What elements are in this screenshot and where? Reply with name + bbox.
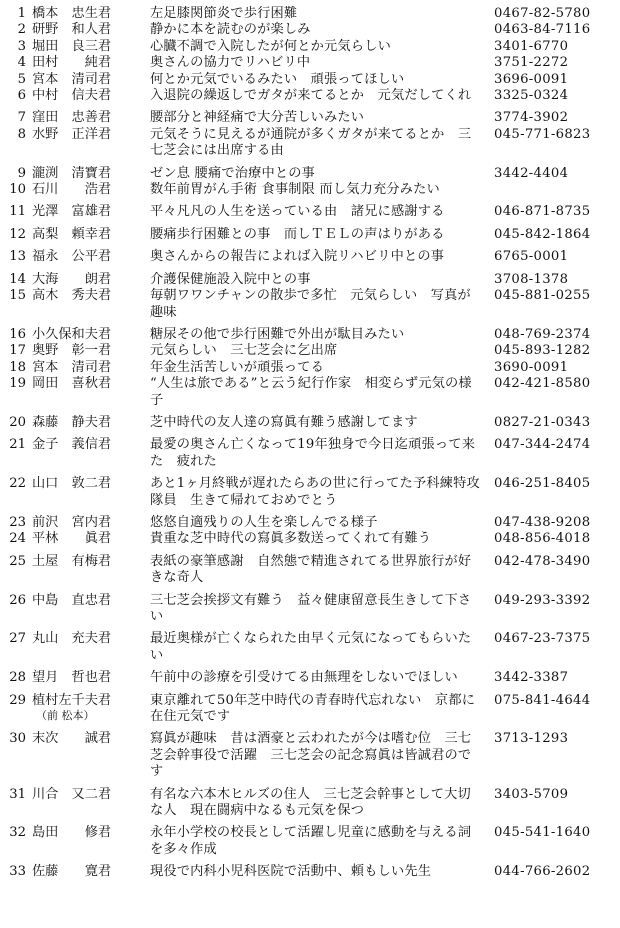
entry-message: 数年前胃がん手術 食事制限 而し気力充分みたい bbox=[150, 182, 440, 198]
list-item bbox=[0, 72, 620, 88]
entry-name-text: 末次 誠君 bbox=[32, 731, 112, 747]
entry-name-text: 山口 敦二君 bbox=[32, 476, 112, 492]
entry-name-text: 中島 直忠君 bbox=[32, 592, 112, 608]
list-item bbox=[0, 476, 620, 509]
entry-name-text: 高梨 頼幸君 bbox=[32, 226, 112, 242]
entry-number: 5 bbox=[17, 71, 26, 87]
entry-name-text: 前沢 宮内君 bbox=[32, 514, 112, 530]
entry-name bbox=[32, 693, 150, 722]
entry-name bbox=[32, 415, 150, 431]
entry-number: 11 bbox=[9, 204, 26, 220]
list-item bbox=[0, 731, 620, 780]
list-item bbox=[0, 437, 620, 470]
entry-name-text: 平林 眞君 bbox=[32, 531, 112, 547]
entry-name bbox=[32, 166, 150, 182]
list-item bbox=[0, 825, 620, 858]
entry-message: 何とか元気でいるみたい 頑張ってほしい bbox=[150, 71, 405, 87]
entry-name-text: 福永 公平君 bbox=[32, 249, 112, 265]
entry-name-text: 水野 正洋君 bbox=[32, 126, 112, 142]
entry-phone: 0467-23-7375 bbox=[494, 631, 591, 647]
entry-phone: 048-769-2374 bbox=[494, 326, 591, 342]
entry-message: 午前中の診療を引受けてる由無理をしないでほしい bbox=[150, 670, 458, 686]
entry-message: 奥さんからの報告によれば入院リハビリ中との事 bbox=[150, 249, 445, 265]
entry-name-text: 森藤 静夫君 bbox=[32, 414, 112, 430]
entry-name-text: 土屋 有梅君 bbox=[32, 553, 112, 569]
entry-number: 14 bbox=[9, 271, 26, 287]
entry-number: 22 bbox=[9, 476, 26, 492]
entry-name-text: 小久保和夫君 bbox=[32, 326, 112, 342]
entry-number: 24 bbox=[9, 531, 26, 547]
list-item bbox=[0, 864, 620, 880]
entry-number: 21 bbox=[9, 437, 26, 453]
entry-name bbox=[32, 272, 150, 288]
entry-name-text: 望月 哲也君 bbox=[32, 670, 112, 686]
entry-number: 1 bbox=[17, 6, 26, 21]
entry-message: 最愛の奥さん亡くなって19年独身で今日迄頑張って来た 疲れた bbox=[150, 437, 476, 469]
entry-message: 平々凡凡の人生を送っている由 諸兄に感謝する bbox=[150, 204, 445, 220]
list-item bbox=[0, 110, 620, 126]
entry-name-text: 宮本 清司君 bbox=[32, 71, 112, 87]
list-item bbox=[0, 288, 620, 321]
list-item bbox=[0, 88, 620, 104]
list-item bbox=[0, 515, 620, 531]
entry-phone: 042-421-8580 bbox=[494, 376, 591, 392]
list-item bbox=[0, 39, 620, 55]
entry-message: 左足膝関節炎で歩行困難 bbox=[150, 6, 298, 21]
entry-phone: 3325-0324 bbox=[494, 88, 569, 104]
entry-phone: 0463-84-7116 bbox=[494, 22, 591, 38]
entry-message: 年金生活苦しいが頑張ってる bbox=[150, 359, 325, 375]
entry-phone: 047-344-2474 bbox=[494, 437, 591, 453]
entry-number: 19 bbox=[9, 376, 26, 392]
entry-number: 9 bbox=[17, 165, 26, 181]
entry-phone: 042-478-3490 bbox=[494, 553, 591, 569]
entry-message: 静かに本を読むのが楽しみ bbox=[150, 22, 311, 38]
entry-message: 心臓不調で入院したが何とか元気らしい bbox=[150, 38, 391, 54]
list-item bbox=[0, 249, 620, 265]
entry-name-text: 宮本 清司君 bbox=[32, 359, 112, 375]
entry-name-text: 石川 浩君 bbox=[32, 182, 112, 198]
entry-number: 16 bbox=[9, 326, 26, 342]
entry-name bbox=[32, 864, 150, 880]
entry-name-text: 佐藤 寛君 bbox=[32, 864, 112, 880]
entry-number: 28 bbox=[9, 670, 26, 686]
entry-name bbox=[32, 39, 150, 55]
entry-name bbox=[32, 6, 150, 22]
entry-phone: 6765-0001 bbox=[494, 249, 569, 265]
entry-name bbox=[32, 437, 150, 453]
list-item bbox=[0, 227, 620, 243]
entry-name-text: 金子 義信君 bbox=[32, 437, 112, 453]
list-item bbox=[0, 6, 620, 22]
entry-name bbox=[32, 72, 150, 88]
entry-name bbox=[32, 327, 150, 343]
list-item bbox=[0, 693, 620, 726]
entry-message: 糖尿その他で歩行困難で外出が駄目みたい bbox=[150, 326, 405, 342]
entry-phone: 048-856-4018 bbox=[494, 531, 591, 547]
entry-name bbox=[32, 127, 150, 143]
entry-message: 寫眞が趣味 昔は酒豪と云われたが今は嗜む位 三七芝会幹事役で活躍 三七芝会の記念寫眞は皆誠君のです bbox=[150, 731, 472, 780]
entry-name bbox=[32, 88, 150, 104]
entry-message: 元気らしい 三七芝会に乞出席 bbox=[150, 343, 338, 359]
entry-number: 6 bbox=[17, 88, 26, 104]
list-item bbox=[0, 343, 620, 359]
entry-name-text: 窪田 忠善君 bbox=[32, 110, 112, 126]
entry-number: 13 bbox=[9, 249, 26, 265]
list-item bbox=[0, 360, 620, 376]
list-item bbox=[0, 22, 620, 38]
entry-message: 奥さんの協力でリハビリ中 bbox=[150, 55, 311, 71]
entry-number: 17 bbox=[9, 343, 26, 359]
entry-message: 腰痛歩行困難との事 而しＴＥＬの声はりがある bbox=[150, 226, 445, 242]
entry-number: 12 bbox=[9, 226, 26, 242]
entry-name-text: 光澤 富雄君 bbox=[32, 204, 112, 220]
entry-number: 29 bbox=[9, 692, 26, 708]
entry-name-text: 島田 修君 bbox=[32, 825, 112, 841]
entry-name bbox=[32, 227, 150, 243]
entry-name bbox=[32, 343, 150, 359]
entry-phone: 0827-21-0343 bbox=[494, 414, 591, 430]
entry-name-text: 研野 和人君 bbox=[32, 22, 112, 38]
entry-number: 7 bbox=[17, 110, 26, 126]
entry-phone: 045-881-0255 bbox=[494, 288, 591, 304]
entry-phone: 075-841-4644 bbox=[494, 692, 591, 708]
entry-message: “人生は旅である”と云う紀行作家 相変らず元気の様子 bbox=[150, 376, 472, 408]
list-item bbox=[0, 127, 620, 160]
entry-message: あと1ヶ月終戦が遅れたらあの世に行ってた予科練特攻隊員 生きて帰れておめでとう bbox=[150, 476, 480, 508]
entry-phone: 0467-82-5780 bbox=[494, 6, 591, 21]
entry-number: 31 bbox=[9, 786, 26, 802]
entry-number: 8 bbox=[17, 126, 26, 142]
entry-phone: 3713-1293 bbox=[494, 731, 569, 747]
entry-name-note: （前 松本） bbox=[36, 709, 95, 723]
list-item bbox=[0, 631, 620, 664]
entry-phone: 046-251-8405 bbox=[494, 476, 591, 492]
entry-phone: 047-438-9208 bbox=[494, 514, 591, 530]
entry-message: 毎朝ワワンチャンの散歩で多忙 元気らしい 写真が趣味 bbox=[150, 288, 471, 320]
entry-name-text: 高木 秀夫君 bbox=[32, 288, 112, 304]
entry-message: 表紙の豪筆感謝 自然態で精進されてる世界旅行が好きな奇人 bbox=[150, 553, 472, 586]
entry-phone: 3403-5709 bbox=[494, 786, 569, 802]
list-item bbox=[0, 787, 620, 820]
entry-phone: 046-871-8735 bbox=[494, 204, 591, 220]
entry-phone: 3751-2272 bbox=[494, 55, 569, 71]
entry-name-text: 瀧渕 清寶君 bbox=[32, 165, 112, 181]
entry-phone: 044-766-2602 bbox=[494, 864, 591, 880]
entry-number: 10 bbox=[9, 182, 26, 198]
list-item bbox=[0, 55, 620, 71]
entry-message: 最近奥様が亡くなられた由早く元気になってもらいたい bbox=[150, 631, 472, 663]
entry-phone: 3442-4404 bbox=[494, 165, 569, 181]
list-item bbox=[0, 376, 620, 409]
entry-name bbox=[32, 825, 150, 841]
entry-number: 3 bbox=[17, 38, 26, 54]
entry-name-text: 堀田 良三君 bbox=[32, 38, 112, 54]
entry-name bbox=[32, 554, 150, 570]
entry-message: ゼン息 腰痛で治療中との事 bbox=[150, 165, 316, 181]
entry-phone: 3690-0091 bbox=[494, 359, 569, 375]
entry-number: 15 bbox=[9, 288, 26, 304]
entry-name bbox=[32, 476, 150, 492]
entry-number: 20 bbox=[9, 414, 26, 430]
entry-number: 23 bbox=[9, 514, 26, 530]
entry-message: 元気そうに見えるが通院が多くガタが来てるとか 三七芝会には出席する由 bbox=[150, 126, 472, 159]
entry-name bbox=[32, 360, 150, 376]
entry-name-text: 中村 信夫君 bbox=[32, 88, 112, 104]
entry-number: 4 bbox=[17, 55, 26, 71]
entry-phone: 3442-3387 bbox=[494, 670, 569, 686]
entry-number: 25 bbox=[9, 553, 26, 569]
entry-name bbox=[32, 787, 150, 803]
entry-number: 18 bbox=[9, 359, 26, 375]
entry-phone: 3774-3902 bbox=[494, 110, 569, 126]
list-item bbox=[0, 204, 620, 220]
entry-number: 30 bbox=[9, 731, 26, 747]
entry-name bbox=[32, 515, 150, 531]
entry-name bbox=[32, 288, 150, 304]
entry-name bbox=[32, 670, 150, 686]
entry-name-text: 大海 朗君 bbox=[32, 271, 112, 287]
entry-name bbox=[32, 204, 150, 220]
entry-name bbox=[32, 531, 150, 547]
entry-number: 33 bbox=[9, 864, 26, 880]
entry-message: 永年小学校の校長として活躍し児童に感動を与える詞を多々作成 bbox=[150, 825, 472, 857]
entry-number: 27 bbox=[9, 631, 26, 647]
list-item bbox=[0, 272, 620, 288]
entry-phone: 045-771-6823 bbox=[494, 126, 591, 142]
list-item bbox=[0, 182, 620, 198]
list-item bbox=[0, 670, 620, 686]
entry-name bbox=[32, 731, 150, 747]
entry-name-text: 植村左千夫君 bbox=[32, 692, 112, 708]
list-item bbox=[0, 593, 620, 626]
entry-message: 悠悠自適残りの人生を楽しんでる様子 bbox=[150, 514, 378, 530]
entry-number: 2 bbox=[17, 22, 26, 38]
list-item bbox=[0, 531, 620, 547]
list-item bbox=[0, 415, 620, 431]
entry-name-text: 丸山 充夫君 bbox=[32, 631, 112, 647]
entry-name-text: 橋本 忠生君 bbox=[32, 6, 112, 21]
entry-name-text: 岡田 喜秋君 bbox=[32, 376, 112, 392]
entry-message: 腰部分と神経痛で大分苦しいみたい bbox=[150, 110, 365, 126]
entry-name-text: 川合 又二君 bbox=[32, 786, 112, 802]
entry-name bbox=[32, 376, 150, 392]
entry-phone: 3401-6770 bbox=[494, 38, 569, 54]
entry-number: 32 bbox=[9, 825, 26, 841]
entry-name bbox=[32, 593, 150, 609]
list-item bbox=[0, 554, 620, 587]
entry-name bbox=[32, 110, 150, 126]
entry-message: 入退院の繰返しでガタが来てるとか 元気だしてくれ bbox=[150, 88, 472, 104]
entry-phone: 049-293-3392 bbox=[494, 592, 591, 608]
entry-name bbox=[32, 182, 150, 198]
list-item bbox=[0, 327, 620, 343]
entry-name bbox=[32, 249, 150, 265]
entry-message: 介護保健施設入院中との事 bbox=[150, 271, 311, 287]
list-item bbox=[0, 166, 620, 182]
entry-phone: 3696-0091 bbox=[494, 71, 569, 87]
entry-name-text: 田村 純君 bbox=[32, 55, 112, 71]
entry-message: 貴重な芝中時代の寫眞多数送ってくれて有難う bbox=[150, 531, 432, 547]
entry-phone: 045-842-1864 bbox=[494, 226, 591, 242]
entry-message: 有名な六本木ヒルズの住人 三七芝会幹事として大切な人 現在闘病中なるも元気を保つ bbox=[150, 786, 471, 819]
entry-phone: 045-893-1282 bbox=[494, 343, 591, 359]
entry-message: 芝中時代の友人達の寫眞有難う感謝してます bbox=[150, 414, 418, 430]
entry-name bbox=[32, 631, 150, 647]
entry-phone: 3708-1378 bbox=[494, 271, 569, 287]
entry-message: 現役で内科小児科医院で活動中、頼もしい先生 bbox=[150, 864, 432, 880]
entry-phone: 045-541-1640 bbox=[494, 825, 591, 841]
entry-name bbox=[32, 22, 150, 38]
entry-message: 東京離れて50年芝中時代の青春時代忘れない 京都に在住元気です bbox=[150, 692, 476, 725]
entry-message: 三七芝会挨拶文有難う 益々健康留意長生きして下さい bbox=[150, 592, 472, 624]
entry-number: 26 bbox=[9, 592, 26, 608]
entry-name bbox=[32, 55, 150, 71]
entry-name-text: 奥野 彰一君 bbox=[32, 343, 112, 359]
